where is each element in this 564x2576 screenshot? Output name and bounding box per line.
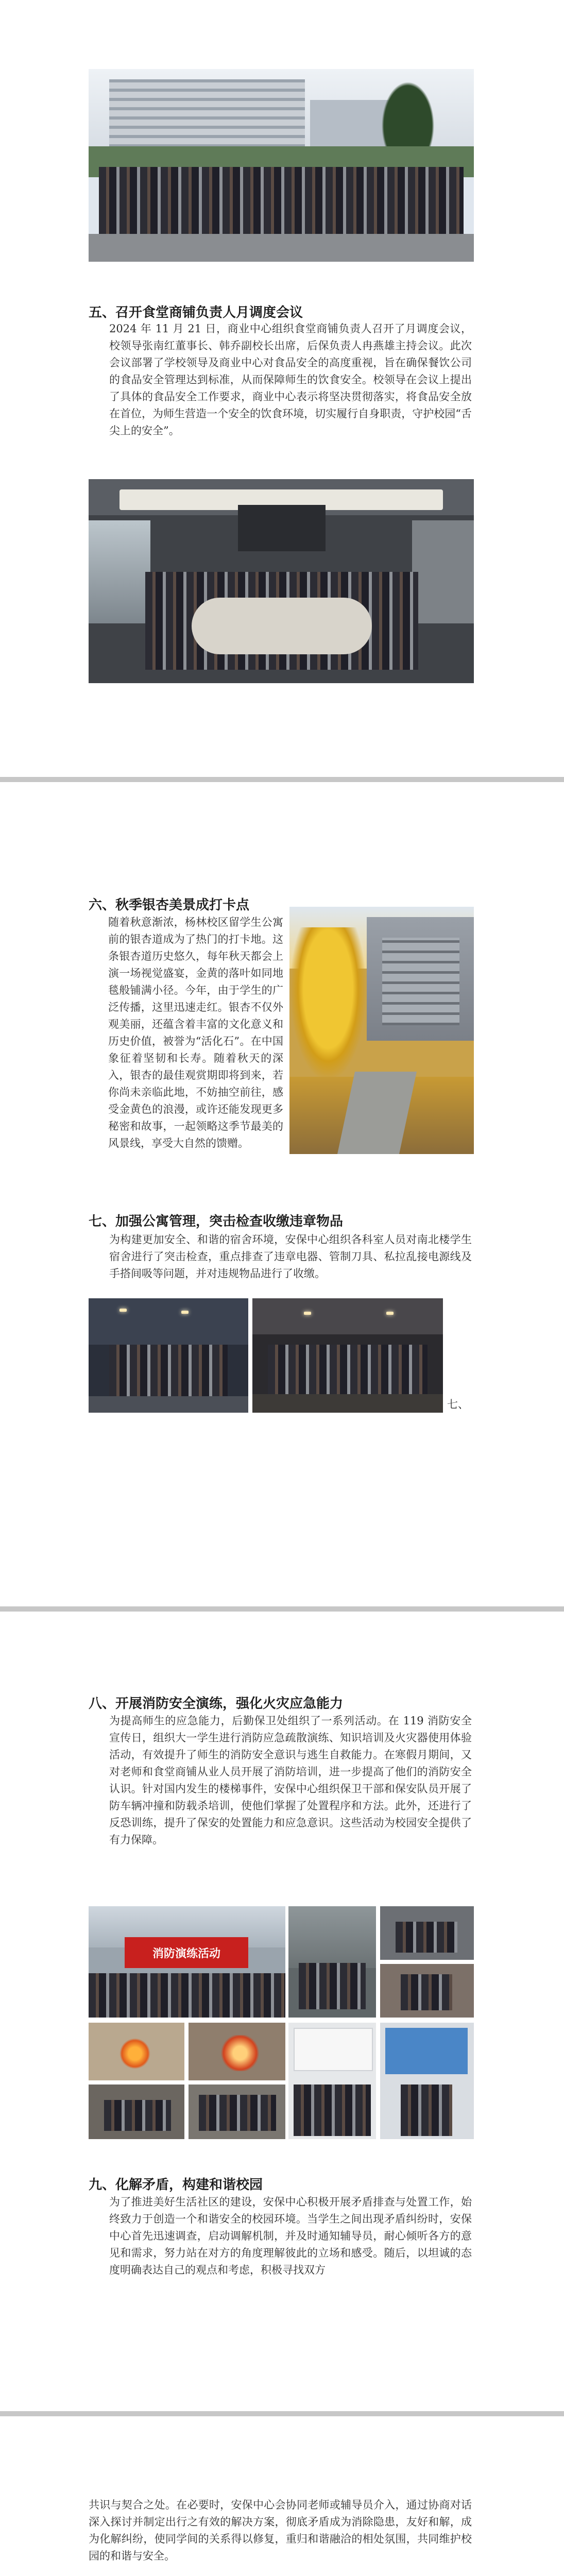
section7-heading: 七、加强公寓管理，突击检查收缴违章物品	[89, 1214, 344, 1229]
fire-drill-photo-6	[189, 2084, 285, 2139]
fire-extinguisher-photo-1	[89, 2023, 184, 2080]
fire-drill-photo-5	[89, 2084, 184, 2139]
fire-drill-photo-2	[288, 1906, 376, 2018]
section5-paragraph: 2024 年 11 月 21 日，商业中心组织食堂商铺负责人召开了月调度会议，校领导张南红董事长、韩乔副校长出席，后保负责人冉燕雄主持会议。此次会议部署了学校领导及商业中心对食品安全的高度重视，旨在确保餐饮公司的食品安全管理达到标准，从而保障师生的饮食安全。校领导在会议上提出了具体的食品安全工作要求，商业中心表示将坚决贯彻落实，将食品安全放在首位，为师生营造一个安全的饮食环境，切实履行自身职责，守护校园“舌尖上的安全”。	[109, 323, 472, 437]
dorm-inspection-photo-left	[89, 1298, 248, 1413]
section9-paragraph-2: 共识与契合之处。在必要时，安保中心会协同老师或辅导员介入，通过协商对话深入探讨并制定出行之有效的解决方案，彻底矛盾成为消除隐患，友好和解，成为化解纠纷，使同学间的关系得以修复，重归和谐融洽的相处氛围，共同维护校园的和谐与安全。	[89, 2499, 472, 2562]
meeting-room-photo	[89, 479, 474, 683]
training-speaker-photo	[380, 2023, 474, 2139]
section7-trailing-char: 七、	[447, 1398, 469, 1411]
section6-text: 随着秋意渐浓，杨林校区留学生公寓前的银杏道成为了热门的打卡地。这条银杏道历史悠久，每年秋天都会上演一场视觉盛宴，金黄的落叶如同地毯般铺满小径。今年，由于学生的广泛传播，这里迅速走红。银杏不仅外观美丽，还蕴含着丰富的文化意义和历史价值，被誉为“活化石”。在中国象征着坚韧和长寿。随着秋天的深入，银杏的最佳观赏期即将到来，若你尚未亲临此地，不妨抽空前往，感受金黄色的浪漫，或许还能发现更多秘密和故事，一起领略这季节最美的风景线，享受大自然的馈赠。	[108, 916, 283, 1149]
section8-heading: 八、开展消防安全演练，强化火灾应急能力	[89, 1696, 344, 1711]
section8-paragraph: 为提高师生的应急能力，后勤保卫处组织了一系列活动。在 119 消防安全宣传日，组织大一学生进行消防应急疏散演练、知识培训及火灾器使用体验活动，有效提升了师生的消防安全意识与逃生自救能力。在寒假月期间，又对老师和食堂商铺从业人员开展了消防培训，进一步提高了他们的消防安全认识。针对国内发生的楼梯事件，安保中心组织保卫干部和保安队员开展了防车辆冲撞和防载杀培训，使他们掌握了处置程序和方法。此外，还进行了反恐训练，提升了保安的处置能力和应急意识。这些活动为校园安全提供了有力保障。	[109, 1715, 472, 1846]
section9-paragraph-1: 为了推进美好生活社区的建设，安保中心积极开展矛盾排查与处置工作，始终致力于创造一个和谐安全的校园环境。当学生之间出现矛盾纠纷时，安保中心首先迅速调查，启动调解机制，并及时通知辅导员，耐心倾听各方的意见和需求，努力站在对方的角度理解彼此的立场和感受。随后，以坦诚的态度明确表达自己的观点和考虑，积极寻找双方	[109, 2196, 472, 2276]
page-separator	[0, 1606, 564, 1612]
group-photo-campus	[89, 69, 474, 262]
section6-trailing-text	[89, 1152, 474, 1186]
section9-heading: 九、化解矛盾，构建和谐校园	[89, 2177, 263, 2193]
fire-drill-banner: 消防演练活动	[125, 1937, 248, 1968]
section5-heading: 五、召开食堂商铺负责人月调度会议	[89, 305, 303, 320]
ginkgo-avenue-photo	[289, 907, 474, 1154]
fire-drill-banner-photo	[89, 1906, 285, 2018]
section6-text-column	[108, 914, 283, 1152]
section6-heading: 六、秋季银杏美景成打卡点	[89, 897, 250, 913]
section7-paragraph: 为构建更加安全、和谐的宿舍环境，安保中心组织各科室人员对南北楼学生宿舍进行了突击检查，重点排查了违章电器、管制刀具、私拉乱接电源线及手搭间吸等问题，并对违规物品进行了收缴。	[109, 1233, 472, 1280]
fire-extinguisher-photo-2	[189, 2023, 285, 2080]
page-separator	[0, 777, 564, 782]
page-separator	[0, 2411, 564, 2416]
dorm-inspection-photo-right	[252, 1298, 443, 1413]
fire-drill-photo-4	[380, 1964, 474, 2018]
fire-drill-photo-3	[380, 1906, 474, 1960]
training-classroom-photo	[288, 2023, 376, 2139]
